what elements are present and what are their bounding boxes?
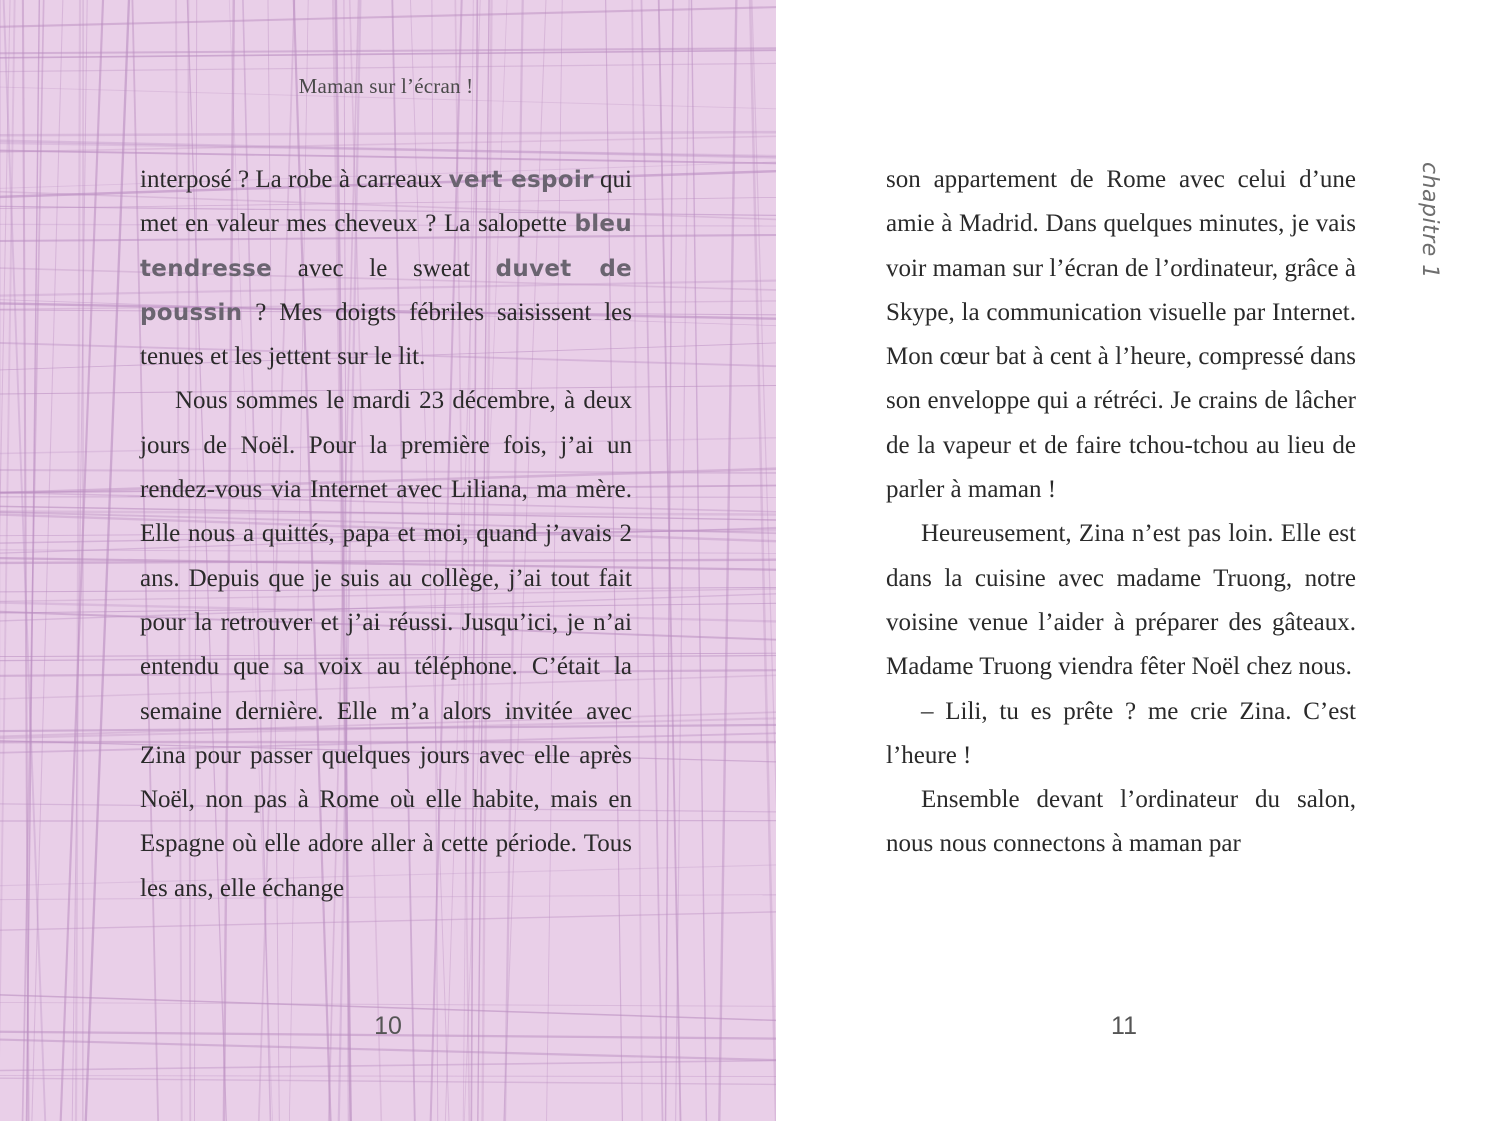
left-page-text [140,158,632,911]
left-p1-part-a: interposé ? La robe à carreaux [140,166,449,193]
texture-stroke [0,0,15,1121]
texture-stroke [0,0,10,1121]
emphasis-bleu-tendresse: bleu tendresse [140,211,632,282]
left-p1-part-c: avec le sweat [272,254,496,282]
right-page-text [886,158,1356,867]
right-paragraph-3: – Lili, tu es prête ? me crie Zina. C’est l’heure ! [886,697,1356,769]
texture-stroke [0,1076,776,1077]
right-paragraph-2: Heureusement, Zina n’est pas loin. Elle est dans la cuisine avec madame Truong, notre voisine venue l’aider à préparer des gâteaux. Madame Truong viendra fêter Noël chez nous. [886,520,1356,681]
texture-stroke [0,132,776,135]
texture-stroke [0,1039,776,1061]
page-number-right: 11 [1111,1012,1137,1040]
texture-stroke [31,0,63,1121]
left-p1-part-d: ? Mes doigts fébriles saisissent les tenues et les jettent sur le lit. [140,298,632,371]
right-page [776,0,1492,1121]
left-paragraph-1 [140,158,632,379]
running-head: Maman sur l’écran ! [298,74,474,98]
right-paragraph-1: son appartement de Rome avec celui d’une amie à Madrid. Dans quelques minutes, je vais voir maman sur l’écran de l’ordinateur, grâce à Skype, la communication visuelle par Internet. Mon cœur bat à cent à l’heure, compressé dans son enveloppe qui a rétréci. Je crains de lâcher de la vapeur et de faire tchou-tchou au lieu de parler à maman ! [886,166,1356,504]
page-number-left: 10 [374,1012,402,1040]
left-paragraph-2: Nous sommes le mardi 23 décembre, à deux jours de Noël. Pour la première fois, j’ai un rendez-vous via Internet avec Liliana, ma mère. Elle nous a quittés, papa et moi, quand j’avais 2 ans. Depuis que je suis au collège, j’ai tout fait pour la retrouver et j’ai réussi. Jusqu’ici, je n’ai entendu que sa voix au téléphone. C’était la semaine dernière. Elle m’a alors invitée avec Zina pour passer quelques jours avec elle après Noël, non pas à Rome où elle habite, mais en Espagne où elle adore aller à cette période. Tous les ans, elle échange [140,387,632,902]
emphasis-duvet-de-poussin: duvet de poussin [140,255,632,326]
left-p1-part-b: qui met en valeur mes cheveux ? La salopette [140,166,632,238]
texture-stroke [0,1060,776,1071]
chapter-label: chapitre 1 [1417,162,1442,279]
texture-stroke [0,1078,776,1085]
chapter-tab [1408,162,1452,280]
emphasis-vert-espoir: vert espoir [448,167,594,193]
right-paragraph-4: Ensemble devant l’ordinateur du salon, nous nous connectons à maman par [886,786,1356,858]
